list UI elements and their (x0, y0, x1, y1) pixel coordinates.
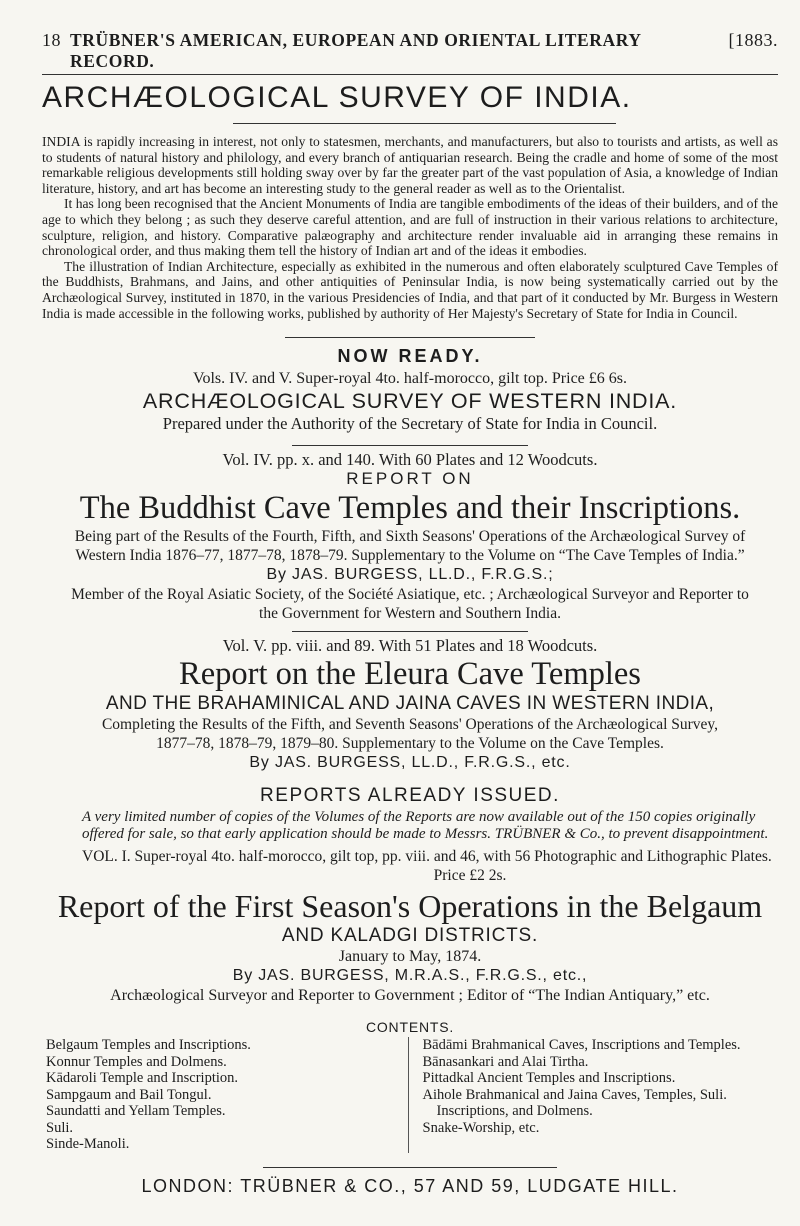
vol4-spec: Vol. IV. pp. x. and 140. With 60 Plates and 12 Woodcuts. (222, 450, 598, 470)
list-item: Aihole Brahmanical and Jaina Caves, Temples, Suli. Inscriptions, and Dolmens. (422, 1086, 727, 1120)
vol5-spec: Vol. V. pp. viii. and 89. With 51 Plates and 18 Woodcuts. (222, 636, 598, 656)
vol5-rule (292, 631, 528, 632)
list-item: Konnur Temples and Dolmens. (46, 1053, 227, 1070)
now-ready-heading: NOW READY. (337, 346, 483, 367)
vol4-title: The Buddhist Cave Temples and their Inscriptions. (79, 490, 741, 527)
authority-line: Prepared under the Authority of the Secretary of State for India in Council. (162, 414, 658, 434)
vol5-author: By JAS. BURGESS, LL.D., F.R.G.S., etc. (249, 754, 571, 772)
running-head (42, 0, 778, 72)
vol4-author: By JAS. BURGESS, LL.D., F.R.G.S.; (266, 566, 554, 584)
availability-notice: A very limited number of copies of the Volumes of the Reports are now available out of the 150 copies originally offered for sale, so that early application should be made to Messrs. TRÜBNER & Co., to prevent disappointment. (82, 809, 769, 843)
vol5-subtitle: AND THE BRAHAMINICAL AND JAINA CAVES IN WESTERN INDIA, (105, 693, 715, 715)
running-title: TRÜBNER'S AMERICAN, EUROPEAN AND ORIENTAL LITERARY RECORD. (70, 30, 641, 71)
list-item: Sinde-Manoli. (46, 1136, 130, 1153)
contents-left-column (42, 1037, 409, 1153)
year: [1883. (728, 30, 778, 50)
vol1-spec: VOL. I. Super-royal 4to. half-morocco, gilt top, pp. viii. and 46, with 56 Photographic and Lithographic Plates. (82, 848, 772, 866)
vol4-description: Being part of the Results of the Fourth, Fifth, and Sixth Seasons' Operations of the Archæological Survey of Western India 1876–77, 1877–78, 1878–79. Supplementary to the Volume on “The Cave Temples of India.” (74, 528, 746, 565)
section-rule (285, 337, 535, 338)
list-item: Bādāmi Brahmanical Caves, Inscriptions and Temples. (422, 1037, 741, 1054)
header-rule (42, 74, 778, 75)
page-number: 18 (42, 30, 61, 50)
list-item: Sampgaum and Bail Tongul. (46, 1086, 212, 1103)
list-item: Belgaum Temples and Inscriptions. (46, 1037, 251, 1054)
vol1-author-desc: Archæological Surveyor and Reporter to Government ; Editor of “The Indian Antiquary,” etc. (110, 987, 710, 1005)
article-title: ARCHÆOLOGICAL SURVEY OF INDIA. (42, 81, 632, 114)
title-rule (233, 123, 616, 124)
list-item: Saundatti and Yellam Temples. (46, 1103, 226, 1120)
vol4-report-on: REPORT ON (346, 469, 474, 489)
list-item: Bānasankari and Alai Tirtha. (422, 1053, 589, 1070)
already-issued-heading: REPORTS ALREADY ISSUED. (260, 785, 560, 807)
vol1-title: Report of the First Season's Operations in the Belgaum (57, 888, 763, 925)
intro-paragraph: INDIA is rapidly increasing in interest, not only to statesmen, merchants, and manufacturers, but also to tourists and artists, as well as to students of natural history and philology, and every branch of antiquarian research. Being the cradle and home of some of the most remarkable religious developments still holding sway over by far the greater part of the vast population of Asia, a knowledge of Indian literature, history, and art has become an interesting study to the general reader as well as to the Orientalist. (42, 134, 778, 196)
publisher-imprint: LONDON: TRÜBNER & CO., 57 AND 59, LUDGATE HILL. (141, 1175, 679, 1196)
vol4-author-desc: Member of the Royal Asiatic Society, of the Société Asiatique, etc. ; Archæological Surveyor and Reporter to the Government for Western and Southern India. (71, 586, 749, 623)
vol1-author: By JAS. BURGESS, M.R.A.S., F.R.G.S., etc., (232, 967, 588, 985)
vol5-description: Completing the Results of the Fifth, and Seventh Seasons' Operations of the Archæological Survey, 1877–78, 1878–79, 1879–80. Supplementary to the Volume on the Cave Temples. (101, 716, 719, 753)
vol1-subtitle: AND KALADGI DISTRICTS. (281, 925, 539, 947)
series-title: ARCHÆOLOGICAL SURVEY OF WESTERN INDIA. (142, 389, 678, 414)
list-item: Pittadkal Ancient Temples and Inscriptions. (422, 1070, 676, 1087)
contents-table (42, 1037, 778, 1153)
vols-line: Vols. IV. and V. Super-royal 4to. half-morocco, gilt top. Price £6 6s. (192, 370, 627, 388)
architecture-paragraph: The illustration of Indian Architecture, especially as exhibited in the numerous and often elaborately sculptured Cave Temples of the Buddhists, Brahmans, and Jains, and other antiquities of Peninsular India, is now being systematically carried out by the Archæological Survey, instituted in 1870, in the various Presidencies of India, and that part of it conducted by Mr. Burgess in Western India is made accessible in the following works, published by authority of Her Majesty's Secretary of State for India in Council. (42, 258, 778, 321)
list-item: Kādaroli Temple and Inscription. (46, 1070, 238, 1087)
vol1-price: Price £2 2s. (433, 867, 507, 885)
contents-heading: CONTENTS. (365, 1019, 455, 1036)
footer-rule (263, 1167, 557, 1168)
list-item: Snake-Worship, etc. (422, 1119, 540, 1136)
vol4-rule (292, 445, 528, 446)
list-item: Suli. (46, 1119, 73, 1136)
monuments-paragraph: It has long been recognised that the Ancient Monuments of India are tangible embodiments of the ideas of their builders, and of the age to which they belong ; as such they deserve careful attention, and are full of instruction in their various relations to architecture, sculpture, religion, and history. Comparative palæography and architecture render invaluable aid in arranging these remains in chronological order, and thus making them tell the history of Indian art and of the ideas it embodies. (42, 196, 778, 259)
vol5-title: Report on the Eleura Cave Temples (179, 656, 641, 693)
vol1-date: January to May, 1874. (338, 948, 482, 966)
contents-right-column (409, 1037, 779, 1153)
